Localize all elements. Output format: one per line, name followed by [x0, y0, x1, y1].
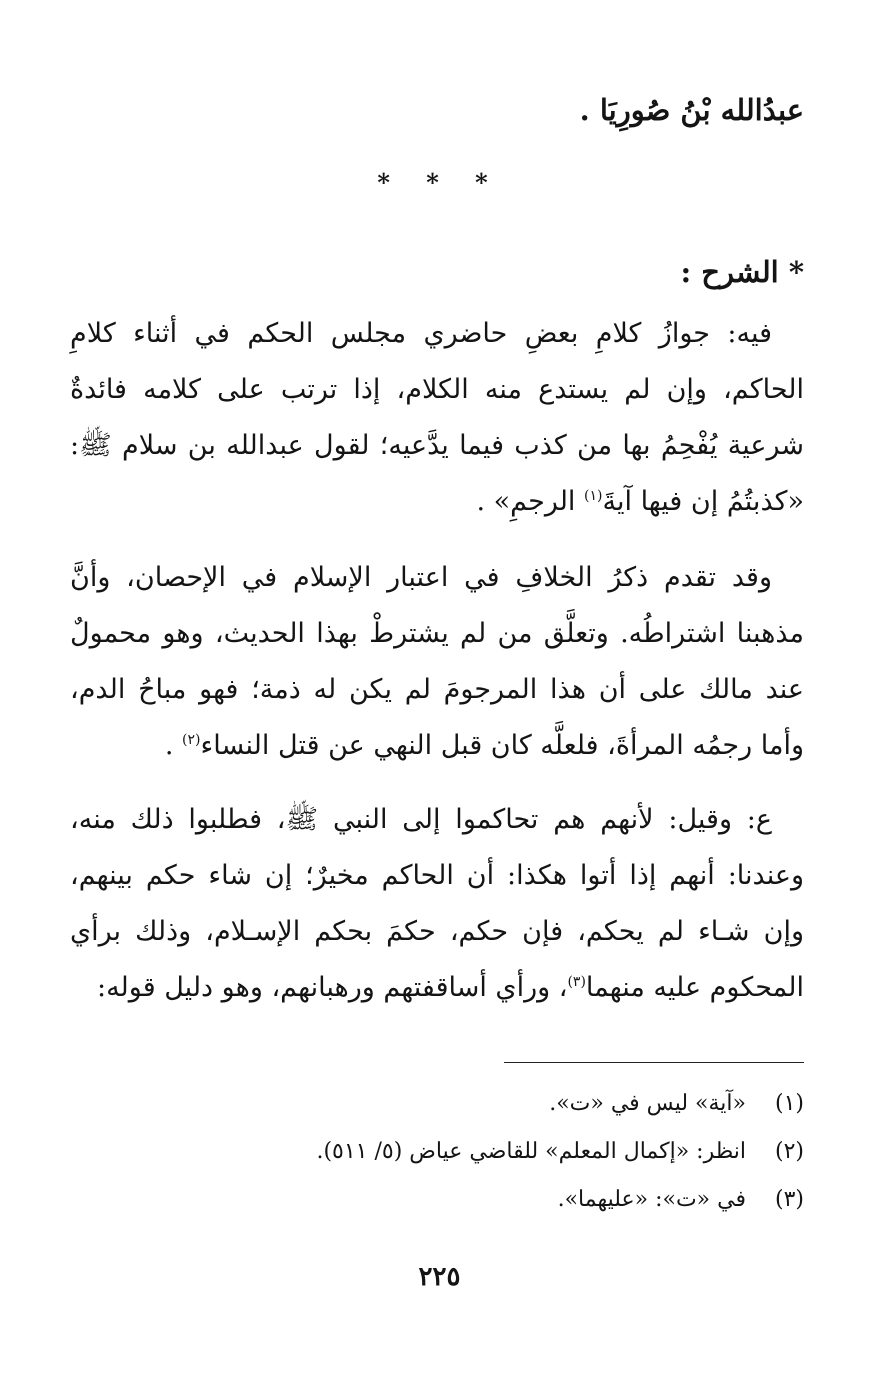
section-separator: * * * — [377, 168, 502, 197]
paragraph-3-line-2: وعندنا: أنهم إذا أتوا هكذا: أن الحاكم مخيرٌ؛ إن شاء حكم بينهم، — [70, 860, 804, 891]
paragraph-1-line-2: الحاكم، وإن لم يستدع منه الكلام، إذا ترتب على كلامه فائدةٌ شرعية — [70, 374, 804, 461]
paragraph-2-line-4: رجمُه المرأةَ، فلعلَّه كان قبل النهي عن قتل النساء — [200, 730, 753, 761]
paragraph-1-line-5: الرجمِ» . — [476, 486, 585, 517]
footnote-text: انظر: «إكمال المعلم» للقاضي عياض (٥/ ٥١١). — [316, 1139, 746, 1164]
paragraph-3-line-3: وإن شـاء لم يحكم، فإن حكم، حكمَ بحكم الإسـلام، وذلك برأي — [70, 916, 804, 947]
paragraph-2 — [70, 550, 804, 774]
paragraph-2-line-5: . — [164, 730, 183, 761]
footnote-divider — [504, 1062, 804, 1063]
paragraph-1 — [70, 306, 804, 530]
footnote-item — [70, 1128, 804, 1176]
footnote-number: (١) — [774, 1091, 804, 1116]
paragraph-3 — [70, 792, 804, 1016]
paragraph-1-line-4: فيها آيةَ — [602, 486, 683, 517]
footnote-ref-2: (٢) — [182, 732, 201, 748]
footnote-item — [70, 1176, 804, 1224]
footnotes — [70, 1080, 804, 1224]
footnote-number: (٢) — [774, 1139, 804, 1164]
footnote-ref-3: (٣) — [567, 974, 586, 990]
paragraph-1-line-3: يُفْحِمُ بها من كذب فيما يدَّعيه؛ لقول عبدالله بن سلام ﷺ: «كذبتُمُ إن — [70, 430, 804, 517]
paragraph-2-line-1: وقد تقدم ذكرُ الخلافِ في اعتبار الإسلام في الإحصان، وأنَّ — [70, 562, 772, 593]
footnote-text: في «ت»: «عليهما». — [557, 1187, 746, 1212]
footnote-text: «آية» ليس في «ت». — [549, 1091, 746, 1116]
paragraph-3-line-1: ع: وقيل: لأنهم هم تحاكموا إلى النبي ﷺ، فطلبوا ذلك منه، — [70, 804, 772, 835]
paragraph-2-line-3: عند مالك على أن هذا المرجومَ لم يكن له ذمة؛ فهو مباحُ الدم، وأما — [70, 674, 804, 761]
page-number: ٢٢٥ — [418, 1262, 461, 1292]
paragraph-1-line-1: فيه: جوازُ كلامِ بعضِ حاضري مجلس الحكم في أثناء كلامِ — [70, 318, 772, 349]
top-line: عبدُالله بْنُ صُورِيَا . — [579, 93, 804, 127]
footnote-ref-1: (١) — [584, 488, 603, 504]
footnote-number: (٣) — [774, 1187, 804, 1212]
section-heading: * الشرح : — [680, 255, 804, 289]
paragraph-3-line-4: المحكوم عليه منهما — [585, 972, 804, 1003]
paragraph-2-line-2: مذهبنا اشتراطُه. وتعلَّق من لم يشترطْ بهذا الحديث، وهو محمولٌ — [70, 618, 804, 649]
footnote-item — [70, 1080, 804, 1128]
paragraph-3-line-5: ، ورأي أساقفتهم ورهبانهم، وهو دليل قوله: — [96, 972, 568, 1003]
